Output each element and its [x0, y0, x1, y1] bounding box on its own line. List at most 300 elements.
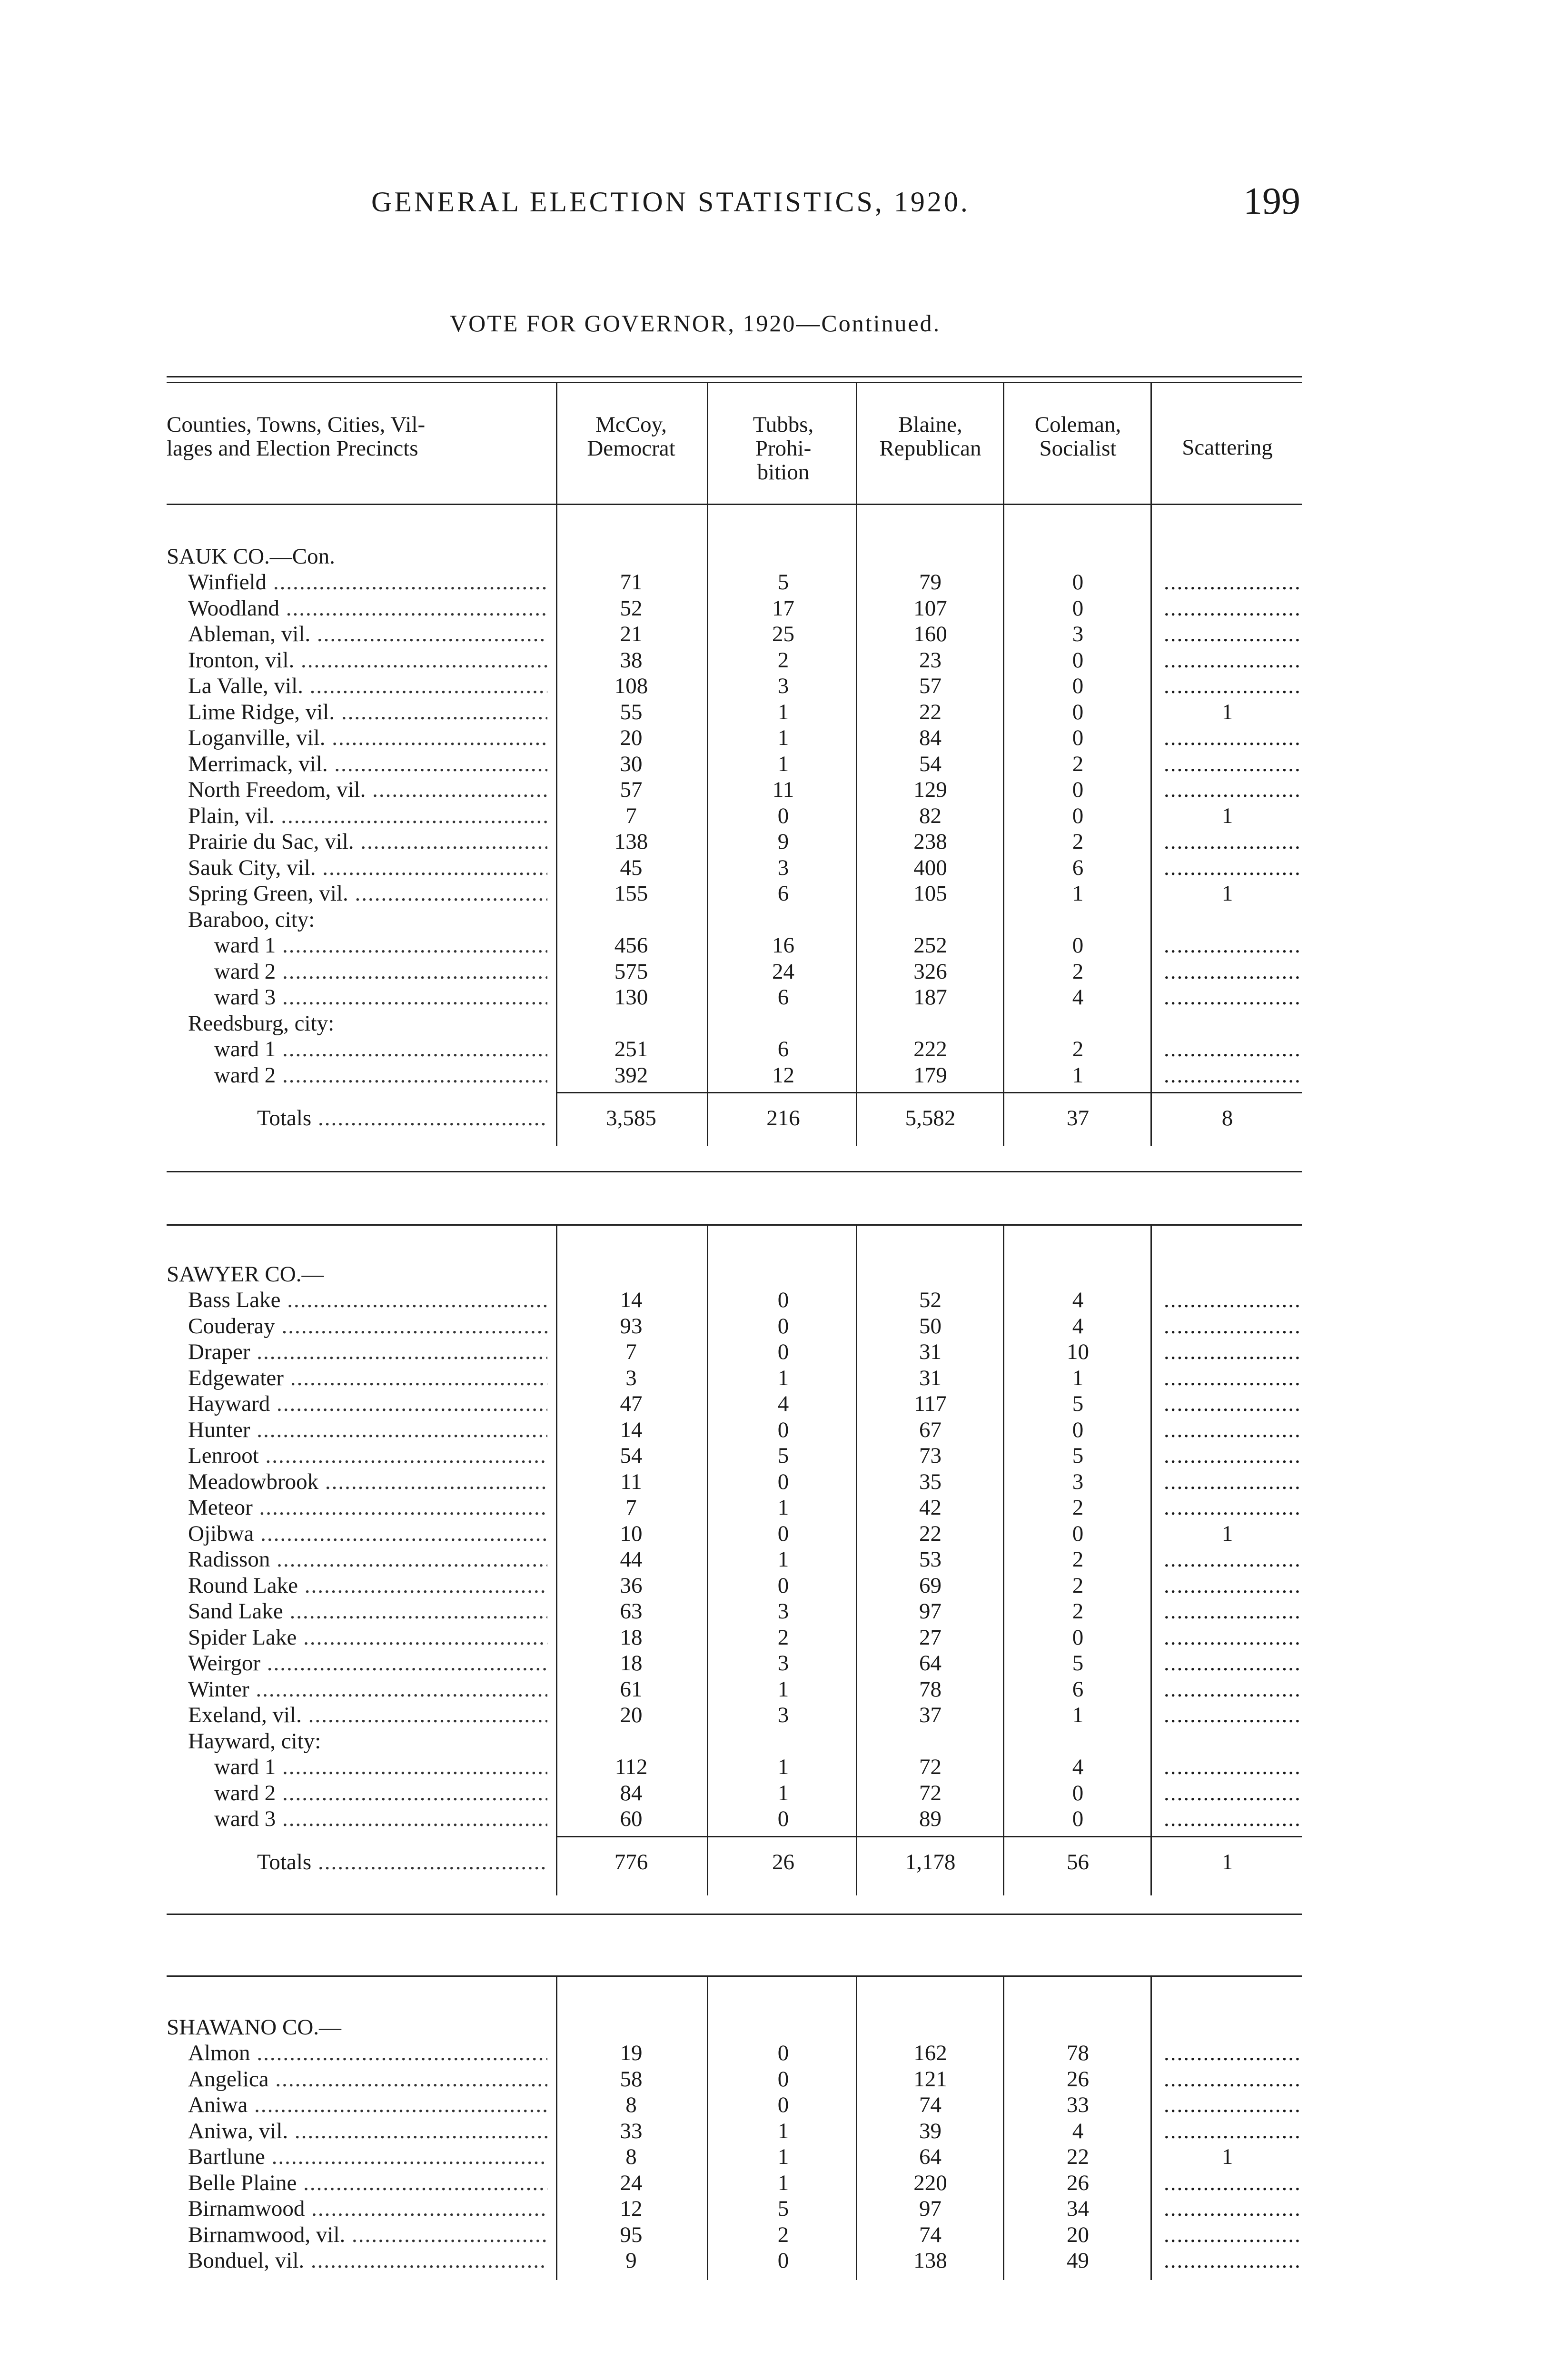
blaine-votes: 64 — [919, 2144, 941, 2169]
table-row — [167, 959, 1302, 984]
column-header-precinct: Counties, Towns, Cities, Vil- lages and Election Precincts — [167, 412, 426, 461]
tubbs-votes: 0 — [777, 1313, 789, 1339]
scattering-leader-dots — [1164, 1036, 1302, 1062]
blaine-votes: 179 — [913, 1062, 947, 1088]
tubbs-votes: 1 — [777, 1755, 789, 1779]
tubbs-votes: 0 — [777, 2066, 789, 2092]
coleman-votes: 0 — [1072, 1521, 1084, 1546]
scattering-leader-dots — [1164, 932, 1302, 958]
precinct-name: Sand Lake ..... — [188, 1598, 547, 1624]
tubbs-total: 26 — [772, 1849, 794, 1874]
precinct-name: ward 1 ..... — [214, 932, 547, 958]
mccoy-votes: 36 — [620, 1573, 643, 1598]
blaine-votes: 42 — [919, 1495, 941, 1520]
table-row — [167, 725, 1302, 751]
scattering-votes: 1 — [1221, 2144, 1233, 2169]
table-row — [167, 1547, 1302, 1572]
blaine-votes: 252 — [913, 933, 947, 958]
precinct-name: Meadowbrook ..... — [188, 1469, 547, 1495]
scattering-leader-dots — [1164, 1417, 1302, 1443]
blaine-votes: 31 — [919, 1339, 941, 1364]
mccoy-votes: 44 — [620, 1547, 643, 1572]
mccoy-total: 776 — [614, 1849, 648, 1874]
coleman-votes: 1 — [1072, 1062, 1084, 1088]
table-row — [167, 673, 1302, 699]
blaine-votes: 57 — [919, 674, 941, 698]
blaine-votes: 97 — [919, 2196, 941, 2221]
coleman-votes: 3 — [1072, 622, 1084, 646]
column-header-scattering: Scattering — [1182, 435, 1273, 460]
table-row — [167, 1365, 1302, 1391]
tubbs-votes: 9 — [777, 829, 789, 854]
precinct-name: Plain, vil. ..... — [188, 803, 547, 829]
scattering-votes: 1 — [1221, 1521, 1233, 1546]
mccoy-votes: 38 — [620, 647, 643, 673]
mccoy-votes: 63 — [620, 1599, 643, 1624]
tubbs-votes: 0 — [777, 1573, 789, 1598]
mccoy-votes: 14 — [620, 1288, 643, 1312]
coleman-votes: 4 — [1072, 1288, 1084, 1312]
city-heading: Reedsburg, city: — [188, 1011, 335, 1036]
precinct-name: Ojibwa ..... — [188, 1521, 547, 1547]
coleman-votes: 0 — [1072, 777, 1084, 802]
table-row — [167, 2144, 1302, 2170]
precinct-name: Bonduel, vil. ..... — [188, 2248, 547, 2273]
table-row — [167, 1287, 1302, 1313]
mccoy-votes: 95 — [620, 2222, 643, 2247]
coleman-votes: 1 — [1072, 1703, 1084, 1727]
tubbs-votes: 0 — [777, 2041, 789, 2065]
precinct-name: Lime Ridge, vil. ..... — [188, 699, 547, 725]
scattering-leader-dots — [1164, 2118, 1302, 2144]
table-section-sauk — [167, 376, 1302, 1176]
mccoy-votes: 61 — [620, 1676, 643, 1702]
mccoy-votes: 12 — [620, 2196, 643, 2221]
coleman-votes: 6 — [1072, 855, 1084, 880]
blaine-votes: 37 — [919, 1703, 941, 1727]
precinct-name: Prairie du Sac, vil. ..... — [188, 829, 547, 854]
city-heading: Hayward, city: — [188, 1728, 321, 1754]
table-section-shawano — [167, 1975, 1302, 2285]
table-row — [167, 2170, 1302, 2196]
tubbs-votes: 1 — [777, 1547, 789, 1572]
precinct-name: Couderay ..... — [188, 1313, 547, 1339]
blaine-votes: 84 — [919, 725, 941, 750]
table-row — [167, 1443, 1302, 1468]
coleman-votes: 1 — [1072, 1365, 1084, 1390]
precinct-name: Round Lake ..... — [188, 1573, 547, 1598]
tubbs-votes: 3 — [777, 674, 789, 698]
scattering-leader-dots — [1164, 1313, 1302, 1339]
table-row — [167, 932, 1302, 958]
table-row — [167, 1036, 1302, 1062]
coleman-votes: 0 — [1072, 699, 1084, 724]
tubbs-votes: 3 — [777, 1651, 789, 1676]
page-header — [0, 180, 1546, 228]
table-row — [167, 621, 1302, 647]
blaine-votes: 54 — [919, 751, 941, 776]
scattering-leader-dots — [1164, 1676, 1302, 1702]
coleman-total: 37 — [1067, 1106, 1089, 1130]
coleman-votes: 1 — [1072, 881, 1084, 906]
table-title: VOTE FOR GOVERNOR, 1920—Continued. — [450, 310, 941, 337]
scattering-leader-dots — [1164, 1650, 1302, 1676]
table-row — [167, 1417, 1302, 1443]
tubbs-votes: 0 — [777, 803, 789, 828]
blaine-votes: 72 — [919, 1780, 941, 1805]
column-header-coleman: Coleman, Socialist — [1034, 412, 1121, 461]
mccoy-votes: 20 — [620, 1703, 643, 1727]
scattering-leader-dots — [1164, 1780, 1302, 1806]
blaine-votes: 107 — [913, 595, 947, 621]
mccoy-votes: 11 — [620, 1469, 642, 1494]
precinct-name: Ironton, vil. ..... — [188, 647, 547, 673]
tubbs-votes: 0 — [777, 1339, 789, 1364]
precinct-name: Spider Lake ..... — [188, 1625, 547, 1650]
blaine-votes: 105 — [913, 881, 947, 906]
blaine-votes: 74 — [919, 2092, 941, 2117]
precinct-name: Merrimack, vil. ..... — [188, 751, 547, 777]
scattering-leader-dots — [1164, 1806, 1302, 1832]
precinct-name: North Freedom, vil. ..... — [188, 777, 547, 803]
table-row — [167, 751, 1302, 777]
tubbs-votes: 25 — [772, 622, 794, 646]
mccoy-votes: 21 — [620, 622, 643, 646]
coleman-votes: 2 — [1072, 751, 1084, 776]
scattering-leader-dots — [1164, 2248, 1302, 2273]
table-row — [167, 2222, 1302, 2248]
coleman-total: 56 — [1067, 1849, 1089, 1874]
tubbs-votes: 3 — [777, 1703, 789, 1727]
tubbs-votes: 5 — [777, 2196, 789, 2221]
mccoy-votes: 108 — [614, 674, 648, 698]
blaine-total: 5,582 — [905, 1106, 956, 1130]
tubbs-votes: 6 — [777, 985, 789, 1010]
blaine-votes: 89 — [919, 1806, 941, 1831]
scattering-leader-dots — [1164, 1287, 1302, 1313]
tubbs-votes: 12 — [772, 1062, 794, 1088]
coleman-votes: 20 — [1067, 2222, 1089, 2247]
table-row — [167, 803, 1302, 829]
precinct-name: Edgewater ..... — [188, 1365, 547, 1391]
precinct-name: ward 2 ..... — [214, 1780, 547, 1806]
coleman-votes: 5 — [1072, 1651, 1084, 1676]
table-row — [167, 1521, 1302, 1547]
tubbs-votes: 0 — [777, 1806, 789, 1831]
coleman-votes: 2 — [1072, 1599, 1084, 1624]
table-section-sawyer — [167, 1224, 1302, 1924]
tubbs-votes: 0 — [777, 1417, 789, 1442]
blaine-votes: 117 — [914, 1391, 947, 1416]
precinct-name: Birnamwood, vil. ..... — [188, 2222, 547, 2248]
tubbs-votes: 1 — [777, 751, 789, 776]
table-row — [167, 1573, 1302, 1598]
column-header-tubbs: Tubbs, Prohi- bition — [753, 412, 814, 485]
blaine-votes: 73 — [919, 1443, 941, 1468]
column-header-mccoy: McCoy, Democrat — [587, 412, 675, 461]
mccoy-votes: 18 — [620, 1651, 643, 1676]
table-row — [167, 1650, 1302, 1676]
mccoy-votes: 20 — [620, 725, 643, 750]
mccoy-votes: 456 — [614, 933, 648, 958]
table-row — [167, 569, 1302, 595]
mccoy-votes: 9 — [625, 2248, 637, 2273]
scattering-leader-dots — [1164, 1573, 1302, 1598]
blaine-votes: 22 — [919, 699, 941, 724]
tubbs-total: 216 — [766, 1106, 800, 1130]
mccoy-votes: 392 — [614, 1062, 648, 1088]
scattering-leader-dots — [1164, 2222, 1302, 2248]
precinct-name: Weirgor ..... — [188, 1650, 547, 1676]
mccoy-votes: 7 — [625, 803, 637, 828]
scattering-leader-dots — [1164, 2170, 1302, 2196]
mccoy-votes: 138 — [614, 829, 648, 854]
table-row — [167, 855, 1302, 881]
scattering-votes: 1 — [1221, 803, 1233, 828]
tubbs-votes: 1 — [777, 1365, 789, 1390]
table-row — [167, 1391, 1302, 1417]
scattering-leader-dots — [1164, 2040, 1302, 2066]
scattering-leader-dots — [1164, 751, 1302, 777]
tubbs-votes: 17 — [772, 595, 794, 621]
precinct-name: Woodland ..... — [188, 595, 547, 621]
precinct-name: Aniwa, vil. ..... — [188, 2118, 547, 2144]
blaine-votes: 31 — [919, 1365, 941, 1390]
coleman-votes: 0 — [1072, 1417, 1084, 1442]
scattering-leader-dots — [1164, 2196, 1302, 2221]
tubbs-votes: 3 — [777, 855, 789, 880]
tubbs-votes: 1 — [777, 1495, 789, 1520]
precinct-name: Exeland, vil. ..... — [188, 1702, 547, 1728]
table-row — [167, 881, 1302, 906]
precinct-name: ward 3 ..... — [214, 984, 547, 1010]
tubbs-votes: 6 — [777, 1037, 789, 1061]
mccoy-votes: 71 — [620, 570, 643, 595]
precinct-name: Almon ..... — [188, 2040, 547, 2066]
coleman-votes: 5 — [1072, 1443, 1084, 1468]
coleman-votes: 0 — [1072, 674, 1084, 698]
blaine-votes: 82 — [919, 803, 941, 828]
scattering-leader-dots — [1164, 1469, 1302, 1495]
blaine-votes: 50 — [919, 1313, 941, 1339]
tubbs-votes: 0 — [777, 1469, 789, 1494]
blaine-votes: 121 — [913, 2066, 947, 2092]
blaine-votes: 39 — [919, 2118, 941, 2143]
table-row — [167, 1754, 1302, 1780]
precinct-name: ward 3 ..... — [214, 1806, 547, 1832]
table-row — [167, 1339, 1302, 1365]
scattering-leader-dots — [1164, 829, 1302, 854]
mccoy-votes: 54 — [620, 1443, 643, 1468]
coleman-votes: 22 — [1067, 2144, 1089, 2169]
coleman-votes: 2 — [1072, 829, 1084, 854]
tubbs-votes: 3 — [777, 1599, 789, 1624]
precinct-name: ward 2 ..... — [214, 959, 547, 984]
coleman-votes: 26 — [1067, 2170, 1089, 2195]
table-row — [167, 1625, 1302, 1650]
mccoy-votes: 52 — [620, 595, 643, 621]
coleman-votes: 0 — [1072, 725, 1084, 750]
blaine-votes: 67 — [919, 1417, 941, 1442]
tubbs-votes: 2 — [777, 2222, 789, 2247]
mccoy-votes: 19 — [620, 2041, 643, 2065]
table-row — [167, 2248, 1302, 2273]
blaine-votes: 52 — [919, 1288, 941, 1312]
scattering-leader-dots — [1164, 621, 1302, 647]
blaine-total: 1,178 — [905, 1849, 956, 1874]
coleman-votes: 4 — [1072, 985, 1084, 1010]
table-row — [167, 647, 1302, 673]
mccoy-votes: 112 — [614, 1755, 648, 1779]
precinct-name: Birnamwood ..... — [188, 2196, 547, 2221]
blaine-votes: 53 — [919, 1547, 941, 1572]
blaine-votes: 23 — [919, 647, 941, 673]
table-row — [167, 1495, 1302, 1520]
tubbs-votes: 16 — [772, 933, 794, 958]
coleman-votes: 0 — [1072, 933, 1084, 958]
blaine-votes: 22 — [919, 1521, 941, 1546]
mccoy-votes: 14 — [620, 1417, 643, 1442]
tubbs-votes: 0 — [777, 1288, 789, 1312]
scattering-leader-dots — [1164, 725, 1302, 751]
coleman-votes: 0 — [1072, 1625, 1084, 1650]
mccoy-votes: 57 — [620, 777, 643, 802]
totals-label: Totals ..... — [257, 1105, 547, 1131]
tubbs-votes: 1 — [777, 2118, 789, 2143]
precinct-name: Draper ..... — [188, 1339, 547, 1365]
blaine-votes: 64 — [919, 1651, 941, 1676]
scattering-leader-dots — [1164, 595, 1302, 621]
tubbs-votes: 1 — [777, 699, 789, 724]
scattering-total: 8 — [1221, 1106, 1233, 1130]
running-head: GENERAL ELECTION STATISTICS, 1920. — [371, 186, 970, 218]
mccoy-votes: 7 — [625, 1339, 637, 1364]
tubbs-votes: 0 — [777, 2248, 789, 2273]
mccoy-votes: 24 — [620, 2170, 643, 2195]
mccoy-votes: 575 — [614, 959, 648, 984]
precinct-name: Belle Plaine ..... — [188, 2170, 547, 2196]
tubbs-votes: 5 — [777, 570, 789, 595]
blaine-votes: 74 — [919, 2222, 941, 2247]
table-row — [167, 1702, 1302, 1728]
blaine-votes: 400 — [913, 855, 947, 880]
mccoy-votes: 45 — [620, 855, 643, 880]
precinct-name: ward 1 ..... — [214, 1754, 547, 1780]
scattering-leader-dots — [1164, 1365, 1302, 1391]
mccoy-votes: 8 — [625, 2092, 637, 2117]
scattering-leader-dots — [1164, 1598, 1302, 1624]
mccoy-votes: 155 — [614, 881, 648, 906]
blaine-votes: 72 — [919, 1755, 941, 1779]
blaine-votes: 69 — [919, 1573, 941, 1598]
precinct-name: Meteor ..... — [188, 1495, 547, 1520]
scattering-leader-dots — [1164, 1062, 1302, 1088]
blaine-votes: 35 — [919, 1469, 941, 1494]
tubbs-votes: 4 — [777, 1391, 789, 1416]
coleman-votes: 49 — [1067, 2248, 1089, 2273]
blaine-votes: 187 — [913, 985, 947, 1010]
scattering-leader-dots — [1164, 777, 1302, 803]
blaine-votes: 222 — [913, 1037, 947, 1061]
scattering-leader-dots — [1164, 855, 1302, 881]
coleman-votes: 0 — [1072, 595, 1084, 621]
coleman-votes: 4 — [1072, 1755, 1084, 1779]
table-row — [167, 777, 1302, 803]
coleman-votes: 2 — [1072, 1547, 1084, 1572]
page-number: 199 — [1243, 180, 1300, 222]
city-heading: Baraboo, city: — [188, 907, 315, 932]
mccoy-total: 3,585 — [606, 1106, 656, 1130]
blaine-votes: 78 — [919, 1676, 941, 1702]
tubbs-votes: 0 — [777, 1521, 789, 1546]
scattering-total: 1 — [1221, 1849, 1233, 1874]
scattering-leader-dots — [1164, 984, 1302, 1010]
table-row — [167, 2092, 1302, 2118]
coleman-votes: 2 — [1072, 1495, 1084, 1520]
precinct-name: Angelica ..... — [188, 2066, 547, 2092]
scattering-leader-dots — [1164, 1495, 1302, 1520]
precinct-name: Hunter ..... — [188, 1417, 547, 1443]
coleman-votes: 0 — [1072, 803, 1084, 828]
column-header-blaine: Blaine, Republican — [879, 412, 981, 461]
coleman-votes: 2 — [1072, 1573, 1084, 1598]
precinct-name: Winfield ..... — [188, 569, 547, 595]
precinct-name: Bartlune ..... — [188, 2144, 547, 2170]
table-row — [167, 2196, 1302, 2221]
mccoy-votes: 130 — [614, 985, 648, 1010]
tubbs-votes: 0 — [777, 2092, 789, 2117]
totals-row — [167, 1105, 1302, 1131]
precinct-name: Radisson ..... — [188, 1547, 547, 1572]
mccoy-votes: 93 — [620, 1313, 643, 1339]
mccoy-votes: 251 — [614, 1037, 648, 1061]
coleman-votes: 0 — [1072, 1806, 1084, 1831]
coleman-votes: 33 — [1067, 2092, 1089, 2117]
blaine-votes: 162 — [913, 2041, 947, 2065]
county-heading: SHAWANO CO.— — [167, 2015, 342, 2040]
coleman-votes: 3 — [1072, 1469, 1084, 1494]
mccoy-votes: 55 — [620, 699, 643, 724]
county-heading: SAWYER CO.— — [167, 1262, 324, 1287]
table-row — [167, 1676, 1302, 1702]
blaine-votes: 160 — [913, 622, 947, 646]
precinct-name: Sauk City, vil. ..... — [188, 855, 547, 881]
coleman-votes: 2 — [1072, 1037, 1084, 1061]
mccoy-votes: 33 — [620, 2118, 643, 2143]
coleman-votes: 78 — [1067, 2041, 1089, 2065]
tubbs-votes: 6 — [777, 881, 789, 906]
precinct-name: Lenroot ..... — [188, 1443, 547, 1468]
scattering-leader-dots — [1164, 1702, 1302, 1728]
coleman-votes: 26 — [1067, 2066, 1089, 2092]
mccoy-votes: 84 — [620, 1780, 643, 1805]
tubbs-votes: 5 — [777, 1443, 789, 1468]
precinct-name: ward 1 ..... — [214, 1036, 547, 1062]
mccoy-votes: 18 — [620, 1625, 643, 1650]
blaine-votes: 129 — [913, 777, 947, 802]
scattering-leader-dots — [1164, 959, 1302, 984]
scattering-leader-dots — [1164, 1625, 1302, 1650]
table-row — [167, 1598, 1302, 1624]
coleman-votes: 2 — [1072, 959, 1084, 984]
scattering-leader-dots — [1164, 1339, 1302, 1365]
tubbs-votes: 1 — [777, 2170, 789, 2195]
mccoy-votes: 3 — [625, 1365, 637, 1390]
table-row — [167, 699, 1302, 725]
tubbs-votes: 1 — [777, 2144, 789, 2169]
coleman-votes: 6 — [1072, 1676, 1084, 1702]
tubbs-votes: 11 — [772, 777, 794, 802]
